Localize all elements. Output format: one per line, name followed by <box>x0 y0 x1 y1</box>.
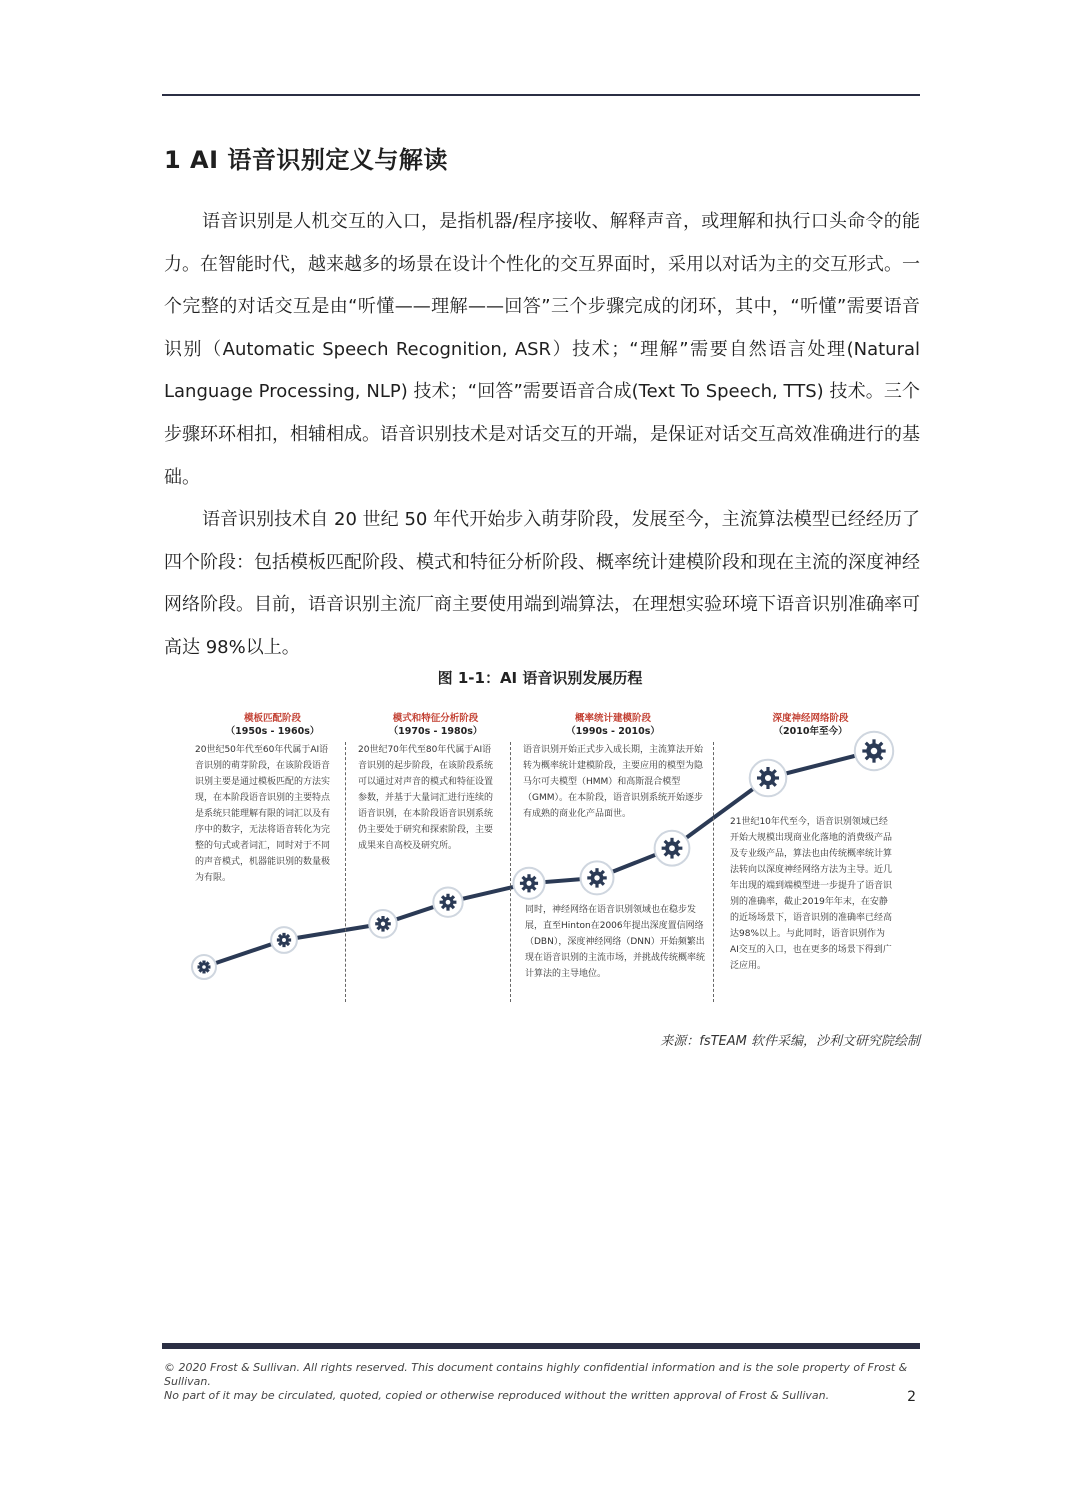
stage-4-years: （2010年至今） <box>773 726 848 737</box>
timeline-figure <box>190 712 920 1012</box>
stage-divider <box>510 742 511 1002</box>
stage-4 <box>728 712 893 742</box>
gear-icon <box>655 831 690 866</box>
paragraph-2: 语音识别技术自 20 世纪 50 年代开始步入萌芽阶段，发展至今，主流算法模型已经经历了四个阶段：包括模板匹配阶段、模式和特征分析阶段、概率统计建模阶段和现在主流的深度神经网络阶段。目前，语音识别主流厂商主要使用端到端算法，在理想实验环境下语音识别准确率可高达 98%以上。 <box>164 509 920 658</box>
gear-icon <box>433 888 462 917</box>
footer-copyright <box>164 1361 914 1403</box>
footer-line-2: No part of it may be circulated, quoted, copied or otherwise reproduced without the written approval of Frost & Sullivan. <box>164 1389 830 1402</box>
stage-3-desc: 语音识别开始正式步入成长期，主流算法开始转为概率统计建模阶段，主要应用的模型为隐马尔可夫模型（HMM）和高斯混合模型（GMM）。在本阶段，语音识别系统开始逐步有成熟的商业化产品面世。 <box>523 745 704 819</box>
header-rule <box>162 94 920 96</box>
stage-4-name: 深度神经网络阶段 <box>772 713 849 724</box>
stage-3-lower-desc: 同时，神经网络在语音识别领域也在稳步发展，直至Hinton在2006年提出深度置信网络（DBN），深度神经网络（DNN）开始频繁出现在语音识别的主流市场，并挑战传统概率统计算法的主导地位。 <box>525 905 706 979</box>
stage-2-years: （1970s - 1980s） <box>388 726 483 737</box>
stage-3 <box>523 712 703 822</box>
gear-icon <box>750 760 787 797</box>
stage-3-name: 概率统计建模阶段 <box>574 713 651 724</box>
stage-1-years: （1950s - 1960s） <box>225 726 320 737</box>
stage-divider <box>713 742 714 1002</box>
gear-icon <box>192 955 216 979</box>
figure-source: 来源：fsTEAM 软件采编，沙利文研究院绘制 <box>660 1034 920 1049</box>
footer-line-1: © 2020 Frost & Sullivan. All rights reserved. This document contains highly confidential information and is the sole property of Frost & Sullivan. <box>164 1361 908 1388</box>
stage-divider <box>345 742 346 1002</box>
gear-icon <box>513 868 544 899</box>
stage-2-name: 模式和特征分析阶段 <box>392 713 479 724</box>
stage-1 <box>195 712 350 886</box>
stage-4-desc: 21世纪10年代至今，语音识别领域已经开始大规模出现商业化落地的消费级产品及专业级产品，算法也由传统概率统计算法转向以深度神经网络方法为主导。近几年出现的端到端模型进一步提升了语音识别的准确率，截止2019年年末，在安静的近场场景下，语音识别的准确率已经高达98%以上。与此同时，语音识别作为AI交互的入口，也在更多的场景下得到广泛应用。 <box>730 817 893 971</box>
page-number: 2 <box>907 1389 916 1405</box>
stage-3-years: （1990s - 2010s） <box>566 726 660 737</box>
gear-icon <box>271 927 297 953</box>
paragraph-1: 语音识别是人机交互的入口，是指机器/程序接收、解释声音，或理解和执行口头命令的能力。在智能时代，越来越多的场景在设计个性化的交互界面时，采用以对话为主的交互形式。一个完整的对话交互是由“听懂——理解——回答”三个步骤完成的闭环，其中，“听懂”需要语音识别（Automatic Speech Recognition, ASR）技术；“理解”需要自然语言处理(Natural Language Processing, NLP) 技术；“回答”需要语音合成(Text To Speech, TTS) 技术。三个步骤环环相扣，相辅相成。语音识别技术是对话交互的开端，是保证对话交互高效准确进行的基础。 <box>164 211 920 488</box>
gear-icon <box>369 910 397 938</box>
stage-1-desc: 20世纪50年代至60年代属于AI语音识别的萌芽阶段，在该阶段语音识别主要是通过模板匹配的方法实现，在本阶段语音识别的主要特点是系统只能理解有限的词汇以及有序中的数字，无法将语音转化为完整的句式或者词汇，同时对于不同的声音模式，机器能识别的数量极为有限。 <box>195 745 331 883</box>
footer-rule <box>162 1343 920 1349</box>
stage-2-desc: 20世纪70年代至80年代属于AI语音识别的起步阶段，在该阶段系统可以通过对声音的模式和特征设置参数，并基于大量词汇进行连续的语音识别，在本阶段语音识别系统仍主要处于研究和探索阶段，主要成果来自高校及研究所。 <box>358 745 494 851</box>
stage-1-name: 模板匹配阶段 <box>243 713 301 724</box>
stage-2 <box>358 712 513 854</box>
gear-icon <box>581 861 614 894</box>
figure-title: 图 1-1：AI 语音识别发展历程 <box>437 669 643 687</box>
section-title: 1 AI 语音识别定义与解读 <box>164 146 448 174</box>
body-text <box>164 201 920 670</box>
